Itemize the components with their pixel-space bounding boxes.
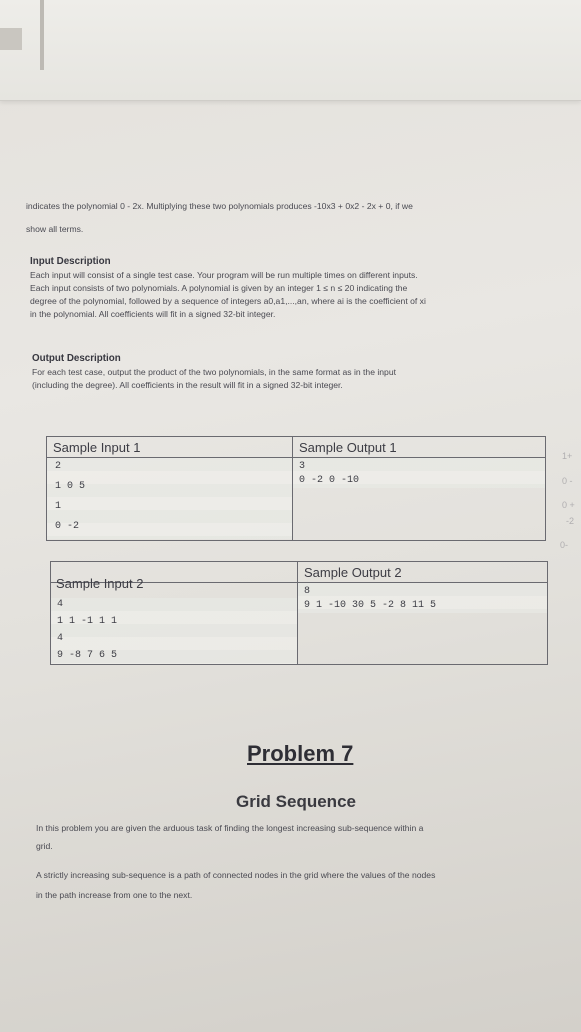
document-page — [0, 96, 581, 1032]
problem-paragraph-line: In this problem you are given the arduous task of finding the longest increasing sub-sequence within a — [36, 823, 424, 833]
margin-mark: 0 - — [562, 476, 573, 486]
problem-paragraph-line: grid. — [36, 841, 53, 851]
code-line: 4 — [57, 633, 64, 644]
input-description-heading: Input Description — [30, 256, 111, 267]
input-description-line: Each input consists of two polynomials. A polynomial is given by an integer 1 ≤ n ≤ 20 indicating the — [30, 283, 408, 293]
code-line: 0 -2 — [55, 521, 80, 532]
output-description-line: (including the degree). All coefficients in the result will fit in a signed 32-bit integer. — [32, 380, 343, 390]
code-line: 2 — [55, 461, 62, 472]
page-corner — [0, 28, 22, 50]
code-line: 1 1 -1 1 1 — [57, 616, 118, 627]
sample-output-1-block — [293, 458, 545, 488]
margin-mark: 0 + — [562, 500, 575, 510]
code-line: 1 — [55, 501, 62, 512]
page-edge — [40, 0, 44, 70]
sample-2-table — [50, 561, 548, 665]
table-divider — [297, 562, 298, 664]
code-line: 4 — [57, 599, 64, 610]
code-line: 1 0 5 — [55, 481, 86, 492]
problem-paragraph-line: in the path increase from one to the next. — [36, 890, 193, 900]
problem-title: Problem 7 — [247, 741, 354, 766]
table-divider — [292, 437, 293, 540]
code-line: 8 — [304, 586, 311, 597]
margin-mark: 1+ — [562, 451, 573, 461]
sample-output-1-title: Sample Output 1 — [299, 440, 397, 455]
code-line: 9 -8 7 6 5 — [57, 650, 118, 661]
intro-line-1: indicates the polynomial 0 - 2x. Multiplying these two polynomials produces -10x3 + 0x2 - 2x + 0, if we — [26, 201, 413, 211]
sample-1-table — [46, 436, 546, 541]
sample-input-2-block — [51, 598, 297, 664]
input-description-line: in the polynomial. All coefficients will fit in a signed 32-bit integer. — [30, 309, 276, 319]
sample-input-1-title: Sample Input 1 — [53, 440, 141, 455]
code-line: 0 -2 0 -10 — [299, 475, 360, 486]
sample-input-2-title: Sample Input 2 — [56, 576, 144, 591]
code-line: 9 1 -10 30 5 -2 8 11 5 — [304, 600, 437, 611]
problem-paragraph-line: A strictly increasing sub-sequence is a path of connected nodes in the grid where the values of the nodes — [36, 870, 436, 880]
code-line: 3 — [299, 461, 306, 472]
margin-mark: -2 — [566, 516, 575, 526]
sample-output-2-title: Sample Output 2 — [304, 565, 402, 580]
output-description-line: For each test case, output the product of the two polynomials, in the same format as in the input — [32, 367, 397, 377]
overlapping-page — [0, 0, 581, 101]
input-description-line: degree of the polynomial, followed by a sequence of integers a0,a1,...,an, where ai is the coefficient of xi — [30, 296, 426, 306]
output-description-heading: Output Description — [32, 353, 121, 364]
sample-input-1-block — [47, 458, 292, 539]
problem-subtitle: Grid Sequence — [236, 792, 356, 811]
margin-mark: 0- — [560, 540, 569, 550]
intro-line-2: show all terms. — [26, 224, 84, 234]
input-description-line: Each input will consist of a single test case. Your program will be run multiple times on different inputs. — [30, 270, 418, 280]
sample-output-2-block — [298, 583, 547, 613]
code-shading — [47, 458, 292, 539]
